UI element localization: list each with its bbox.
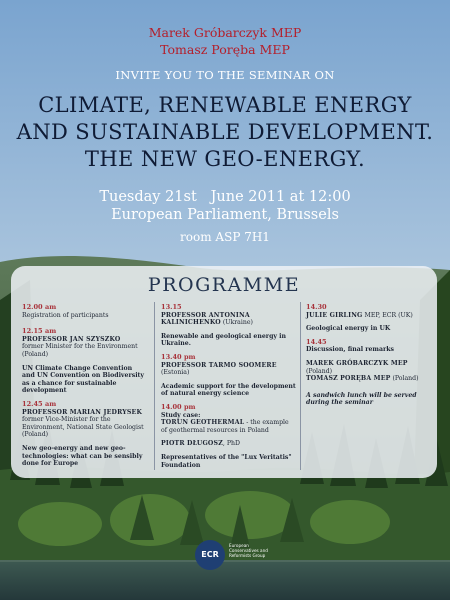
speaker-role: former Minister for the Environment (Poland) <box>22 343 138 358</box>
lunch-note: A sandwich lunch will be served during the seminar <box>306 391 417 407</box>
speaker-name: TOMASZ PORĘBA MEP <box>306 375 391 383</box>
speaker-name: PROFESSOR ANTONINA KALINICHENKO <box>161 311 250 327</box>
talk-topic: New geo-energy and new geo-technologies: what can be sensibly done for Europe <box>22 444 143 468</box>
speaker-name: JULIE GIRLING <box>306 311 363 319</box>
speaker-country: (Estonia) <box>161 369 190 377</box>
case-description: - the example of geothermal resources in Poland <box>161 419 289 434</box>
date-time: Tuesday 21st June 2011 at 12:00 <box>99 189 351 205</box>
programme-panel <box>11 266 437 478</box>
venue: European Parliament, Brussels <box>111 207 339 223</box>
seminar-title <box>0 92 450 173</box>
speaker-country: (Poland) <box>390 375 419 383</box>
time-slot: 13.15 <box>161 303 182 311</box>
speaker-degree: , PhD <box>222 440 240 448</box>
talk-topic: Geological energy in UK <box>306 325 391 333</box>
invite-line: INVITE YOU TO THE SEMINAR ON <box>115 68 335 82</box>
host-name: Marek Gróbarczyk MEP <box>148 25 302 40</box>
title-line: CLIMATE, RENEWABLE ENERGY <box>38 93 412 117</box>
speaker-name: PROFESSOR JAN SZYSZKO <box>22 335 121 343</box>
time-slot: 14.45 <box>306 337 327 346</box>
time-slot: 13.40 pm <box>161 352 196 361</box>
programme-column-3 <box>306 304 431 407</box>
time-slot: 12.45 am <box>22 399 57 408</box>
speaker-name: MAREK GRÓBARCZYK MEP <box>306 359 408 367</box>
speaker-country: (Poland) <box>306 367 333 375</box>
talk-topic: UN Climate Change Convention and UN Convention on Biodiversity as a chance for sustainable development <box>22 364 145 395</box>
column-divider <box>300 302 301 470</box>
room: room ASP 7H1 <box>180 230 270 244</box>
date-venue <box>0 188 450 224</box>
ecr-logo-text: European Conservatives and Reformists Group <box>229 543 268 559</box>
speaker-name: PIOTR DŁUGOSZ <box>161 440 223 448</box>
talk-topic: Renewable and geological energy in Ukraine. <box>161 332 286 348</box>
time-slot: 12.00 am <box>22 303 57 311</box>
speaker-name: PROFESSOR TARMO SOOMERE <box>161 361 277 369</box>
column-divider <box>154 302 155 470</box>
hosts <box>0 24 450 58</box>
speaker-role: former Vice-Minister for the Environment, National State Geologist (Poland) <box>22 416 144 439</box>
title-line: AND SUSTAINABLE DEVELOPMENT. <box>16 120 434 144</box>
representatives: Representatives of the "Lux Veritatis" Foundation <box>161 453 292 469</box>
speaker-name: PROFESSOR MARIAN JEDRYSEK <box>22 408 143 416</box>
time-slot: 14.00 pm <box>161 402 196 411</box>
host-name: Tomasz Poręba MEP <box>160 42 290 57</box>
agenda-text: Registration of participants <box>22 311 109 319</box>
ecr-logo-icon: ECR <box>195 540 225 570</box>
agenda-text: Discussion, final remarks <box>306 346 395 354</box>
case-name: TORUN GEOTHERMAL <box>161 419 245 427</box>
ecr-logo <box>195 540 268 570</box>
programme-column-1 <box>22 304 147 468</box>
speaker-country: (Ukraine) <box>222 319 253 327</box>
time-slot: 14.30 <box>306 303 327 311</box>
talk-topic: Academic support for the development of natural energy science <box>161 382 296 398</box>
programme-title: PROGRAMME <box>147 274 301 296</box>
study-case-label: Study case: <box>161 411 201 419</box>
programme-column-2 <box>161 304 296 469</box>
title-line: THE NEW GEO-ENERGY. <box>84 147 366 171</box>
speaker-affiliation: MEP, ECR (UK) <box>362 311 413 319</box>
time-slot: 12.15 am <box>22 327 57 336</box>
